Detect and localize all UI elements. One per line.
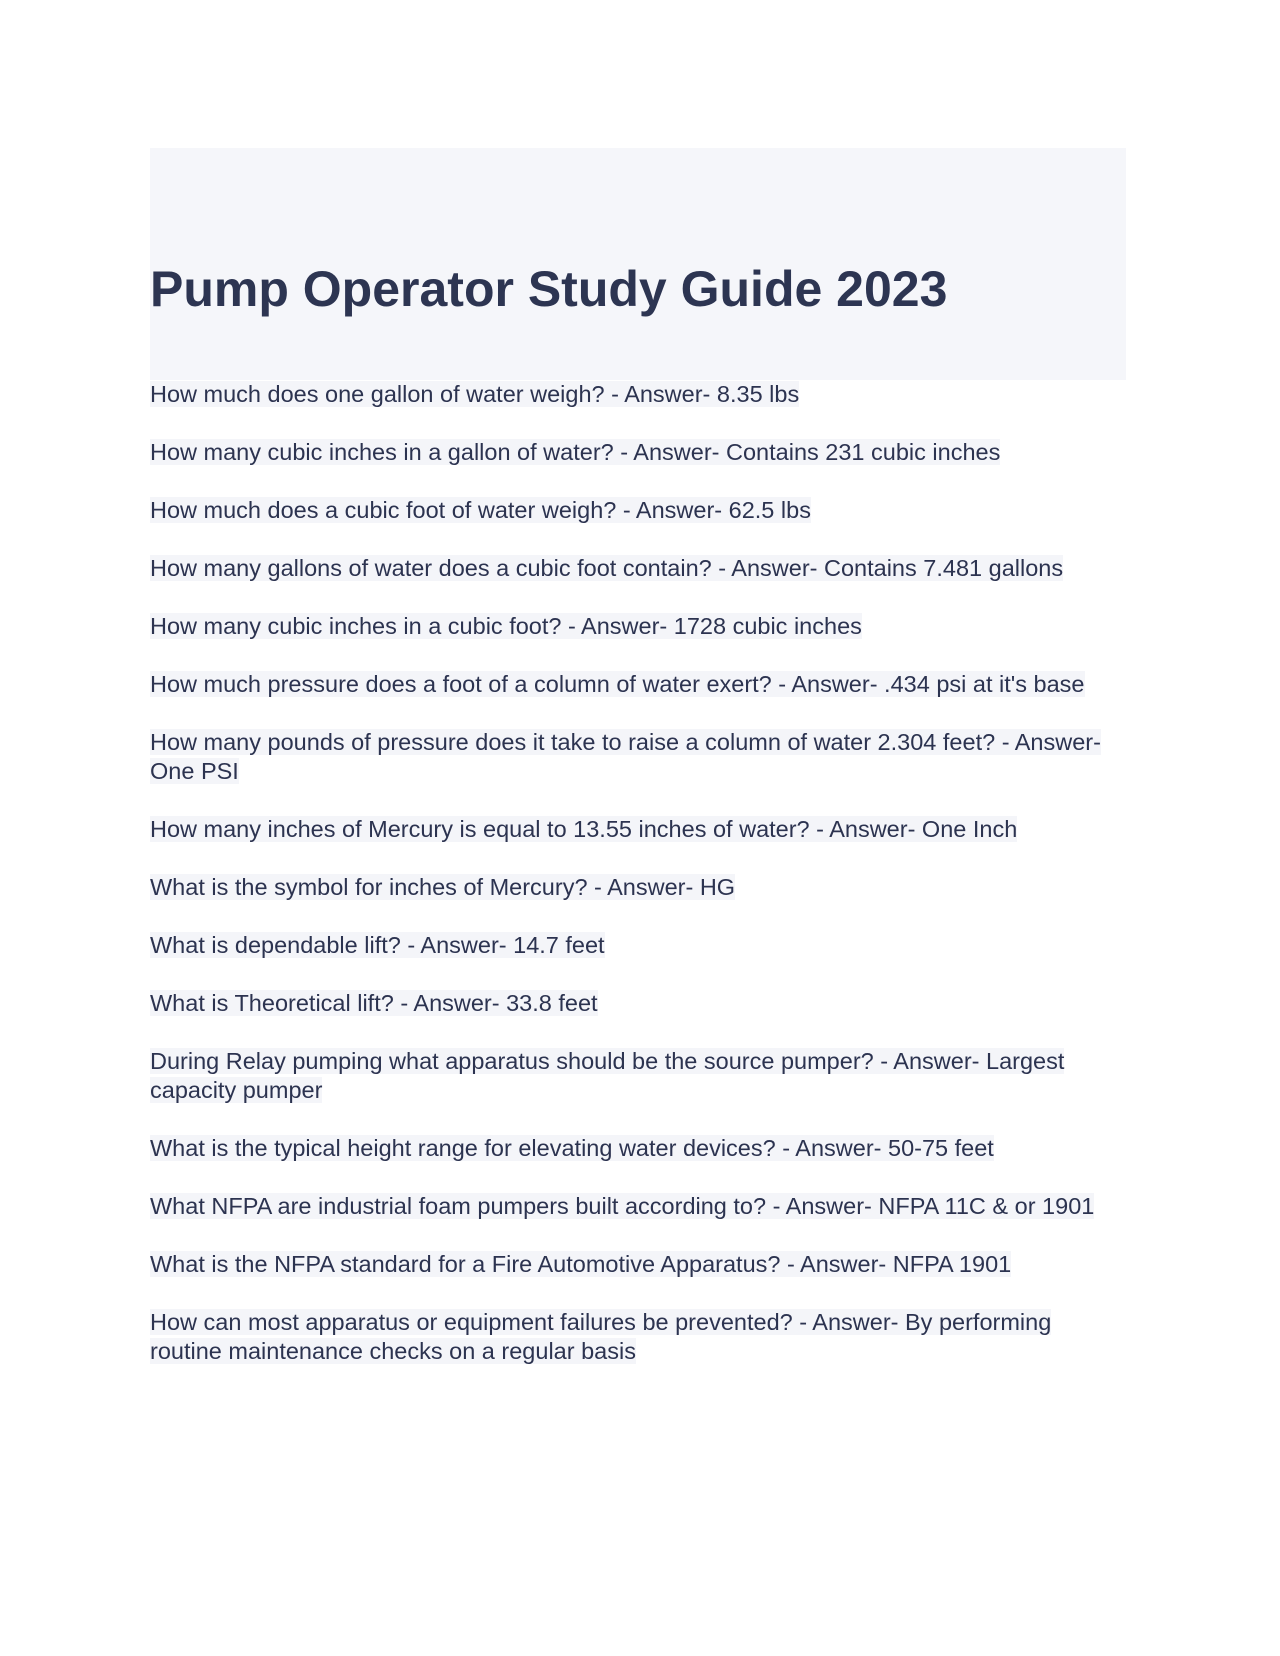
qa-text: How many cubic inches in a cubic foot? - Answer- 1728 cubic inches xyxy=(150,613,862,639)
qa-text: How much does one gallon of water weigh? - Answer- 8.35 lbs xyxy=(150,381,800,407)
qa-item xyxy=(150,1308,1126,1366)
qa-text: What is the NFPA standard for a Fire Automotive Apparatus? - Answer- NFPA 1901 xyxy=(150,1251,1012,1277)
qa-text: What is dependable lift? - Answer- 14.7 feet xyxy=(150,932,605,958)
qa-text: During Relay pumping what apparatus should be the source pumper? - Answer- Largest capacity pumper xyxy=(150,1048,1065,1103)
qa-item xyxy=(150,728,1126,786)
qa-text: What is the symbol for inches of Mercury? - Answer- HG xyxy=(150,874,736,900)
qa-text: How many gallons of water does a cubic foot contain? - Answer- Contains 7.481 gallons xyxy=(150,555,1064,581)
qa-item xyxy=(150,989,1126,1018)
qa-item xyxy=(150,1134,1126,1163)
qa-item xyxy=(150,438,1126,467)
qa-item xyxy=(150,1192,1126,1221)
qa-text: How can most apparatus or equipment failures be prevented? - Answer- By performing routine maintenance checks on a regular basis xyxy=(150,1309,1052,1364)
title-block xyxy=(150,148,1126,380)
qa-item xyxy=(150,931,1126,960)
qa-item xyxy=(150,612,1126,641)
qa-item xyxy=(150,815,1126,844)
document-title: Pump Operator Study Guide 2023 xyxy=(150,261,948,317)
qa-text: What is the typical height range for elevating water devices? - Answer- 50-75 feet xyxy=(150,1135,994,1161)
qa-text: How many pounds of pressure does it take to raise a column of water 2.304 feet? - Answer- One PSI xyxy=(150,729,1101,784)
qa-item xyxy=(150,670,1126,699)
qa-text: How much does a cubic foot of water weigh? - Answer- 62.5 lbs xyxy=(150,497,811,523)
qa-text: What NFPA are industrial foam pumpers built according to? - Answer- NFPA 11C & or 1901 xyxy=(150,1193,1095,1219)
qa-item xyxy=(150,380,1126,409)
qa-item xyxy=(150,1250,1126,1279)
qa-text: How much pressure does a foot of a column of water exert? - Answer- .434 psi at it's base xyxy=(150,671,1085,697)
document-page xyxy=(150,148,1126,1366)
qa-list xyxy=(150,380,1126,1366)
qa-text: What is Theoretical lift? - Answer- 33.8 feet xyxy=(150,990,598,1016)
qa-item xyxy=(150,1047,1126,1105)
qa-item xyxy=(150,496,1126,525)
qa-item xyxy=(150,554,1126,583)
qa-text: How many cubic inches in a gallon of water? - Answer- Contains 231 cubic inches xyxy=(150,439,1001,465)
qa-item xyxy=(150,873,1126,902)
qa-text: How many inches of Mercury is equal to 13.55 inches of water? - Answer- One Inch xyxy=(150,816,1018,842)
